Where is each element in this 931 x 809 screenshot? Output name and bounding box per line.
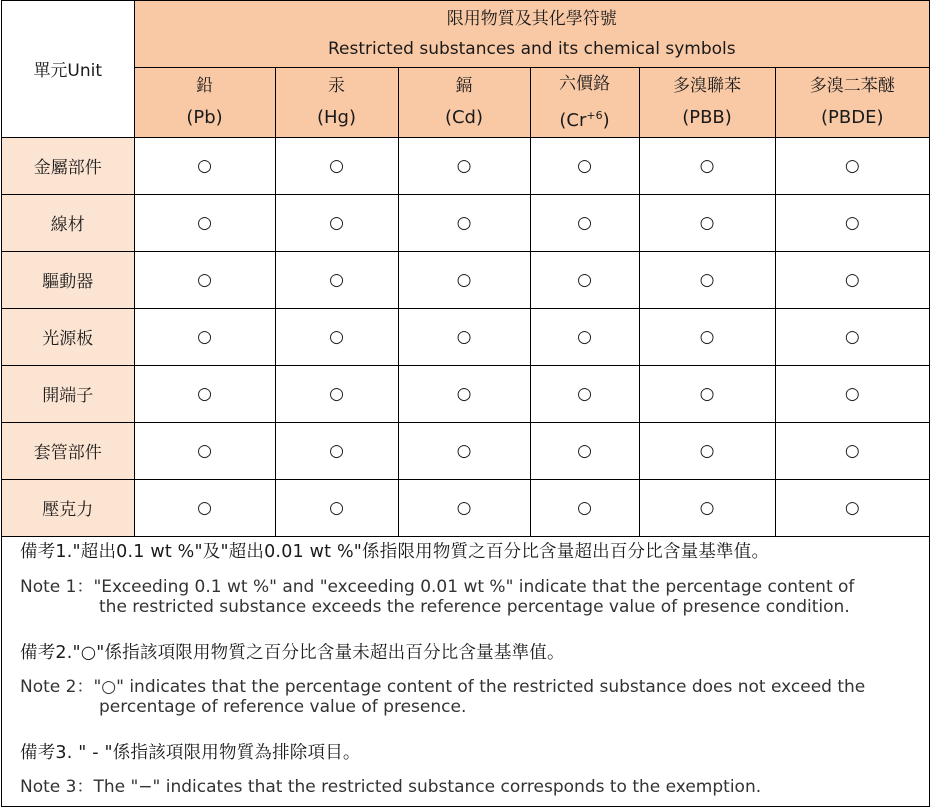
compliance-mark: ○ <box>639 365 775 422</box>
unit-label: 線材 <box>2 194 134 251</box>
substance-name: 鎘 <box>455 76 473 96</box>
compliance-mark: ○ <box>530 365 639 422</box>
compliance-mark: ○ <box>639 137 775 194</box>
table-row <box>2 251 929 308</box>
compliance-mark <box>775 251 929 308</box>
table-row <box>2 479 929 536</box>
compliance-mark <box>639 251 775 308</box>
compliance-mark: ○ <box>134 308 275 365</box>
unit-label: 套管部件 <box>2 422 134 479</box>
compliance-mark: ○ <box>530 479 639 536</box>
compliance-mark: ○ <box>398 479 530 536</box>
notes-section <box>2 532 929 797</box>
compliance-mark: ○ <box>398 194 530 251</box>
compliance-mark: ○ <box>275 251 398 308</box>
unit-column-header: 單元Unit <box>2 1 134 137</box>
substance-header-pbde <box>775 67 929 137</box>
note2-en-line2: percentage of reference value of presence. <box>99 697 467 717</box>
compliance-mark: ○ <box>134 137 275 194</box>
table-row <box>2 422 929 479</box>
compliance-mark: ○ <box>530 422 639 479</box>
compliance-mark: ○ <box>639 308 775 365</box>
compliance-mark: ○ <box>639 194 775 251</box>
substance-name: 多溴聯苯 <box>673 76 741 96</box>
rohs-declaration <box>1 0 930 807</box>
compliance-mark: ○ <box>639 422 775 479</box>
substance-name: 鉛 <box>196 76 213 96</box>
compliance-mark: ○ <box>398 365 530 422</box>
compliance-mark: ○ <box>275 479 398 536</box>
note2-en <box>20 672 929 717</box>
compliance-mark: ○ <box>398 422 530 479</box>
symbol-end: ) <box>602 109 610 131</box>
compliance-mark: ○ <box>275 194 398 251</box>
compliance-mark: ○ <box>530 251 639 308</box>
substance-symbol: (PBB) <box>682 107 732 128</box>
compliance-mark: ○ <box>398 308 530 365</box>
compliance-mark: ○ <box>775 365 929 422</box>
table-row <box>2 365 929 422</box>
compliance-mark: ○ <box>775 137 929 194</box>
compliance-mark: ○ <box>134 251 275 308</box>
compliance-mark-raised: ○ <box>699 269 715 290</box>
table-row <box>2 194 929 251</box>
substance-header-cd <box>398 67 530 137</box>
compliance-mark: ○ <box>775 308 929 365</box>
note2-en-line1: Note 2："○" indicates that the percentage content of the restricted substance does not exceed the <box>20 677 866 697</box>
substance-symbol <box>531 100 639 137</box>
note1-en-line2: the restricted substance exceeds the reference percentage value of presence condition. <box>99 597 850 617</box>
substances-title-cn: 限用物質及其化學符號 <box>446 8 617 29</box>
substances-title-en: Restricted substances and its chemical symbols <box>327 38 736 59</box>
substance-symbol: (PBDE) <box>821 107 884 128</box>
compliance-mark: ○ <box>639 479 775 536</box>
compliance-mark: ○ <box>530 308 639 365</box>
symbol-superscript: +6 <box>586 108 603 122</box>
substance-symbol: (Hg) <box>316 107 356 128</box>
unit-label: 光源板 <box>2 308 134 365</box>
restricted-substances-table <box>2 1 929 537</box>
substance-header-hg <box>275 67 398 137</box>
compliance-mark: ○ <box>775 194 929 251</box>
note3-cn: 備考3. " - "係指該項限用物質為排除項目。 <box>20 743 361 763</box>
compliance-mark: ○ <box>134 479 275 536</box>
substance-header-pbb <box>639 67 775 137</box>
compliance-mark: ○ <box>775 422 929 479</box>
note2-cn: 備考2."○"係指該項限用物質之百分比含量未超出百分比含量基準值。 <box>20 643 565 663</box>
substance-name: 多溴二苯醚 <box>809 76 895 96</box>
compliance-mark: ○ <box>134 422 275 479</box>
compliance-mark: ○ <box>398 137 530 194</box>
compliance-mark: ○ <box>134 365 275 422</box>
table-row <box>2 137 929 194</box>
note3-en: Note 3：The "−" indicates that the restricted substance corresponds to the exemption. <box>20 777 762 797</box>
table-row <box>2 308 929 365</box>
substances-title-cell <box>134 1 929 67</box>
unit-label: 驅動器 <box>2 251 134 308</box>
note1-en-line1: Note 1："Exceeding 0.1 wt %" and "exceeding 0.01 wt %" indicate that the percentage content of <box>20 577 855 597</box>
compliance-mark: ○ <box>775 479 929 536</box>
compliance-mark: ○ <box>275 365 398 422</box>
note1-cn: 備考1."超出0.1 wt %"及"超出0.01 wt %"係指限用物質之百分比含量超出百分比含量基準值。 <box>20 542 770 562</box>
compliance-mark: ○ <box>275 422 398 479</box>
substance-name: 汞 <box>328 76 345 96</box>
symbol-base: (Cr <box>559 109 587 131</box>
note1-en <box>20 572 929 617</box>
substance-header-cr6 <box>530 67 639 137</box>
compliance-mark: ○ <box>275 137 398 194</box>
substance-symbol: (Cd) <box>444 107 484 128</box>
substance-symbol: (Pb) <box>186 107 223 128</box>
compliance-mark: ○ <box>530 194 639 251</box>
compliance-mark: ○ <box>530 137 639 194</box>
substance-name: 六價鉻 <box>559 73 610 94</box>
compliance-mark: ○ <box>275 308 398 365</box>
unit-label: 壓克力 <box>2 479 134 536</box>
compliance-mark-raised: ○ <box>844 269 860 290</box>
compliance-mark: ○ <box>398 251 530 308</box>
unit-label: 開端子 <box>2 365 134 422</box>
unit-label: 金屬部件 <box>2 137 134 194</box>
substance-header-pb <box>134 67 275 137</box>
compliance-mark: ○ <box>134 194 275 251</box>
